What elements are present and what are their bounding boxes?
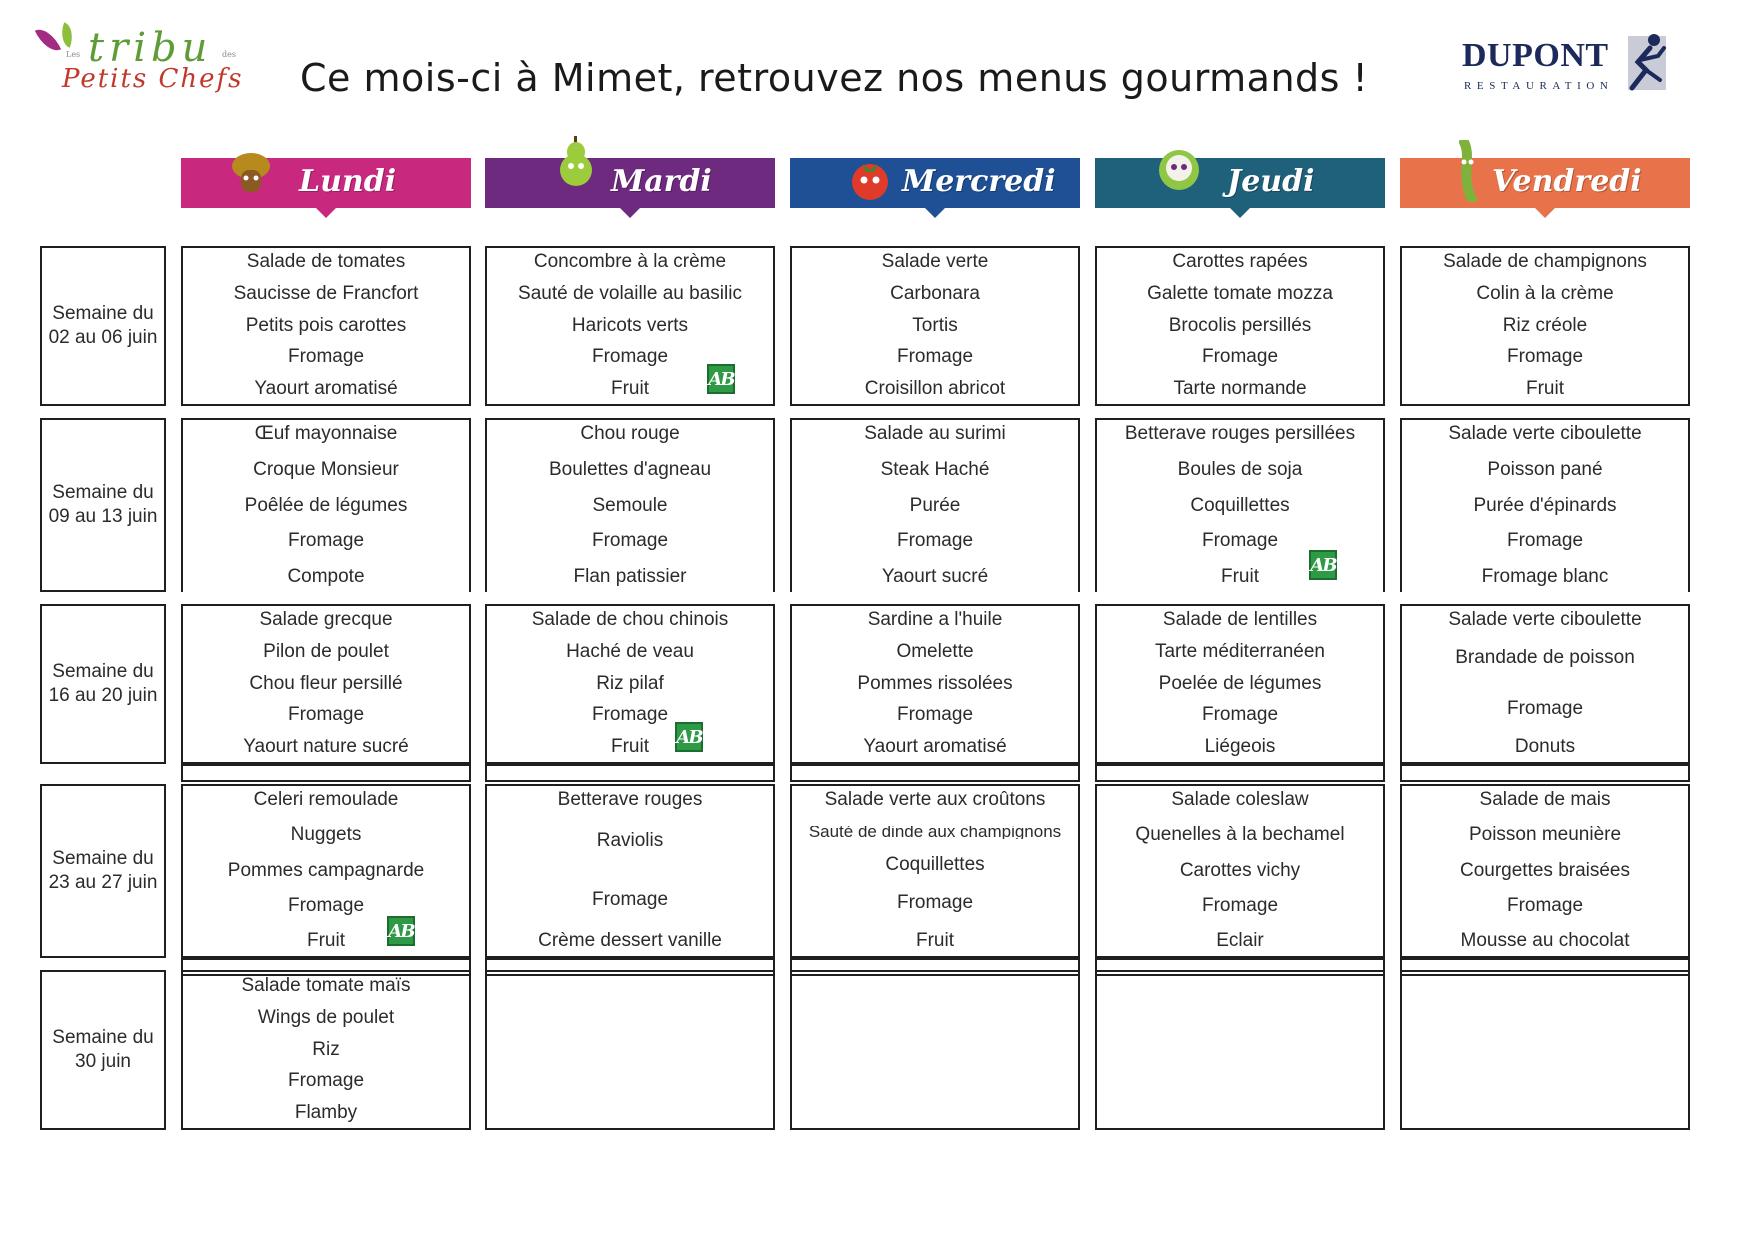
menu-dish: Carbonara xyxy=(890,282,980,304)
menu-dish: Purée d'épinards xyxy=(1473,494,1617,516)
day-banner-lundi xyxy=(181,140,471,230)
day-label: Vendredi xyxy=(1492,164,1642,199)
menu-dish: Compote xyxy=(287,566,365,587)
menu-dish: Salade verte ciboulette xyxy=(1448,609,1642,630)
menu-dish: Poisson pané xyxy=(1487,458,1603,480)
menu-dish: Fromage xyxy=(1201,704,1279,726)
menu-dish: Fromage xyxy=(591,530,669,552)
brand-subtitle: RESTAURATION xyxy=(1464,80,1614,92)
week-label-line2: 16 au 20 juin xyxy=(48,685,158,706)
day-label: Lundi xyxy=(299,164,397,199)
menu-dish: Riz xyxy=(312,1038,340,1060)
logo-suffix: des xyxy=(222,50,236,59)
menu-cell-vendredi xyxy=(1400,784,1690,958)
day-banner-vendredi xyxy=(1400,140,1690,230)
menu-cell-mardi xyxy=(485,784,775,958)
week-label-line1: Semaine du xyxy=(52,661,154,682)
menu-dish: Fromage xyxy=(1506,698,1584,720)
purple-leaf-icon xyxy=(35,24,61,56)
week-label-line1: Semaine du xyxy=(52,1027,154,1048)
menu-dish: Salade verte aux croûtons xyxy=(824,789,1046,810)
menu-dish: Pommes rissolées xyxy=(857,672,1013,694)
day-banner-mercredi xyxy=(790,140,1080,230)
menu-dish: Chou fleur persillé xyxy=(249,672,403,694)
menu-dish: Salade tomate maïs xyxy=(241,975,411,996)
menu-dish: Flan patissier xyxy=(573,566,687,587)
menu-dish: Petits pois carottes xyxy=(245,314,407,336)
menu-cell-vendredi xyxy=(1400,970,1690,1130)
menu-cell-lundi xyxy=(181,418,471,592)
menu-cell-jeudi xyxy=(1095,246,1385,406)
organic-ab-badge-icon: AB xyxy=(1309,550,1337,580)
menu-dish: Fromage xyxy=(1506,894,1584,916)
week-label xyxy=(40,246,166,406)
menu-dish: Chou rouge xyxy=(580,423,680,444)
menu-dish: Omelette xyxy=(896,640,974,662)
menu-dish: Œuf mayonnaise xyxy=(254,423,398,444)
menu-dish: Fromage xyxy=(896,530,974,552)
menu-dish: Yaourt sucré xyxy=(881,566,989,587)
menu-dish: Salade de champignons xyxy=(1443,251,1647,272)
menu-dish: Salade verte xyxy=(881,251,989,272)
menu-dish: Croque Monsieur xyxy=(253,458,399,480)
menu-dish: Coquillettes xyxy=(885,854,985,875)
menu-dish: Raviolis xyxy=(596,830,664,852)
menu-dish: Fromage xyxy=(896,892,974,913)
menu-dish: Fromage xyxy=(287,530,365,552)
day-banner-mardi xyxy=(485,140,775,230)
menu-dish: Pommes campagnarde xyxy=(227,859,425,881)
week-label xyxy=(40,418,166,592)
week-label xyxy=(40,970,166,1130)
logo-main-word: tribu xyxy=(88,25,213,71)
menu-dish: Boulettes d'agneau xyxy=(548,458,712,480)
menu-cell-mercredi xyxy=(790,970,1080,1130)
menu-cell-jeudi xyxy=(1095,604,1385,764)
week-label-line1: Semaine du xyxy=(52,482,154,503)
running-chef-icon xyxy=(1610,30,1668,96)
menu-dish: Yaourt aromatisé xyxy=(863,736,1007,757)
menu-dish: Fromage xyxy=(1201,894,1279,916)
menu-dish: Saucisse de Francfort xyxy=(233,282,419,304)
menu-dish: Fromage xyxy=(1506,530,1584,552)
week-label-line1: Semaine du xyxy=(52,848,154,869)
menu-dish: Eclair xyxy=(1216,930,1264,951)
menu-dish: Fromage xyxy=(287,704,365,726)
menu-dish: Salade de lentilles xyxy=(1162,609,1318,630)
menu-cell-lundi xyxy=(181,604,471,764)
menu-dish: Coquillettes xyxy=(1190,494,1290,516)
menu-dish: Salade grecque xyxy=(259,609,393,630)
menu-dish: Haricots verts xyxy=(571,314,689,336)
menu-dish: Carottes rapées xyxy=(1172,251,1308,272)
menu-dish: Salade de chou chinois xyxy=(531,609,729,630)
menu-dish: Haché de veau xyxy=(566,640,694,662)
day-banner-jeudi xyxy=(1095,140,1385,230)
menu-cell-jeudi xyxy=(1095,970,1385,1130)
menu-dish: Betterave rouges xyxy=(557,789,703,810)
menu-dish: Quenelles à la bechamel xyxy=(1135,824,1345,846)
menu-cell-mercredi xyxy=(790,604,1080,764)
week-label xyxy=(40,784,166,958)
menu-dish: Salade verte ciboulette xyxy=(1448,423,1642,444)
pear-mascot-icon xyxy=(555,136,597,190)
brand-name: DUPONT xyxy=(1462,37,1609,74)
menu-cell-vendredi xyxy=(1400,604,1690,764)
menu-dish: Sauté de dinde aux champignons xyxy=(808,826,1062,839)
menu-dish: Donuts xyxy=(1514,736,1576,757)
menu-dish: Poêlée de légumes xyxy=(244,494,408,516)
dupont-restauration-logo xyxy=(1460,30,1670,100)
menu-dish: Fromage xyxy=(591,346,669,368)
menu-dish: Pilon de poulet xyxy=(263,640,389,662)
menu-dish: Mousse au chocolat xyxy=(1460,930,1630,951)
menu-cell-jeudi xyxy=(1095,418,1385,592)
menu-cell-mercredi xyxy=(790,784,1080,958)
menu-dish: Riz pilaf xyxy=(596,672,664,694)
menu-dish: Fruit xyxy=(611,736,649,757)
row-separator xyxy=(790,764,1080,782)
row-separator xyxy=(485,764,775,782)
tomato-mascot-icon xyxy=(850,158,890,200)
mushroom-mascot-icon xyxy=(231,152,271,194)
week-label-line2: 02 au 06 juin xyxy=(48,327,158,348)
menu-dish: Yaourt nature sucré xyxy=(243,736,409,757)
menu-dish: Sardine a l'huile xyxy=(867,609,1003,630)
menu-cell-mercredi xyxy=(790,246,1080,406)
week-label xyxy=(40,604,166,764)
menu-dish: Poelée de légumes xyxy=(1158,672,1322,694)
menu-dish: Yaourt aromatisé xyxy=(254,378,398,399)
menu-dish: Sauté de volaille au basilic xyxy=(518,282,742,304)
menu-dish: Galette tomate mozza xyxy=(1147,282,1333,304)
day-label: Mercredi xyxy=(902,164,1056,199)
menu-dish: Brocolis persillés xyxy=(1168,314,1312,336)
row-separator xyxy=(1095,764,1385,782)
week-label-line2: 09 au 13 juin xyxy=(48,506,158,527)
menu-dish: Betterave rouges persillées xyxy=(1124,423,1356,444)
menu-dish: Boules de soja xyxy=(1177,458,1303,480)
logo-second-line: Petits Chefs xyxy=(62,64,244,94)
organic-ab-badge-icon: AB xyxy=(675,722,703,752)
menu-dish: Salade au surimi xyxy=(864,423,1006,444)
menu-cell-mardi xyxy=(485,604,775,764)
row-separator xyxy=(1400,764,1690,782)
day-label: Mardi xyxy=(611,164,712,199)
menu-dish: Fromage xyxy=(896,704,974,726)
menu-cell-mercredi xyxy=(790,418,1080,592)
logo-prefix: Les xyxy=(66,50,81,59)
cauliflower-mascot-icon xyxy=(1157,146,1203,196)
menu-dish: Purée xyxy=(909,494,961,516)
menu-dish: Concombre à la crème xyxy=(533,251,727,272)
menu-dish: Brandade de poisson xyxy=(1455,646,1635,668)
menu-cell-lundi xyxy=(181,246,471,406)
menu-cell-lundi xyxy=(181,784,471,958)
menu-dish: Fromage blanc xyxy=(1481,566,1609,587)
menu-dish: Tarte méditerranéen xyxy=(1154,640,1326,662)
menu-cell-mardi xyxy=(485,418,775,592)
menu-dish: Croisillon abricot xyxy=(864,378,1006,399)
menu-dish: Fromage xyxy=(1201,346,1279,368)
menu-dish: Fromage xyxy=(287,894,365,916)
menu-dish: Fromage xyxy=(896,346,974,368)
menu-dish: Fromage xyxy=(591,704,669,726)
tribu-petits-chefs-logo xyxy=(36,22,246,102)
menu-dish: Fromage xyxy=(287,346,365,368)
row-separator xyxy=(181,764,471,782)
menu-dish: Fruit xyxy=(1526,378,1564,399)
day-label: Jeudi xyxy=(1227,164,1315,199)
menu-dish: Poisson meunière xyxy=(1468,824,1622,846)
menu-dish: Crème dessert vanille xyxy=(538,930,722,951)
menu-dish: Fruit xyxy=(1221,566,1259,587)
week-label-line2: 23 au 27 juin xyxy=(48,872,158,893)
organic-ab-badge-icon: AB xyxy=(707,364,735,394)
menu-dish: Salade de tomates xyxy=(246,251,406,272)
menu-cell-vendredi xyxy=(1400,246,1690,406)
organic-ab-badge-icon: AB xyxy=(387,916,415,946)
green-leaf-icon xyxy=(57,22,78,47)
menu-dish: Wings de poulet xyxy=(257,1006,395,1028)
menu-cell-jeudi xyxy=(1095,784,1385,958)
menu-dish: Carottes vichy xyxy=(1179,859,1301,881)
menu-dish: Steak Haché xyxy=(880,458,990,480)
menu-dish: Tarte normande xyxy=(1173,378,1307,399)
menu-dish: Flamby xyxy=(294,1102,358,1123)
menu-cell-mardi xyxy=(485,970,775,1130)
menu-dish: Fromage xyxy=(287,1070,365,1092)
menu-cell-vendredi xyxy=(1400,418,1690,592)
menu-dish: Riz créole xyxy=(1502,314,1588,336)
menu-dish: Fromage xyxy=(1201,530,1279,552)
menu-dish: Semoule xyxy=(592,494,668,516)
menu-dish: Fruit xyxy=(916,930,954,951)
menu-dish: Salade de mais xyxy=(1479,789,1611,810)
page-title: Ce mois-ci à Mimet, retrouvez nos menus gourmands ! xyxy=(300,56,1369,100)
menu-dish: Courgettes braisées xyxy=(1459,859,1631,881)
menu-dish: Salade coleslaw xyxy=(1171,789,1309,810)
menu-dish: Tortis xyxy=(912,314,958,336)
menu-dish: Celeri remoulade xyxy=(253,789,399,810)
week-label-line1: Semaine du xyxy=(52,303,154,324)
green-bean-mascot-icon xyxy=(1450,140,1484,202)
menu-dish: Fruit xyxy=(611,378,649,399)
menu-dish: Fruit xyxy=(307,930,345,951)
menu-dish: Fromage xyxy=(1506,346,1584,368)
menu-dish: Fromage xyxy=(591,888,669,910)
menu-dish: Liégeois xyxy=(1204,736,1276,757)
menu-dish: Nuggets xyxy=(290,824,362,846)
week-label-line2: 30 juin xyxy=(75,1051,131,1072)
menu-dish: Colin à la crème xyxy=(1476,282,1614,304)
menu-cell-lundi xyxy=(181,970,471,1130)
